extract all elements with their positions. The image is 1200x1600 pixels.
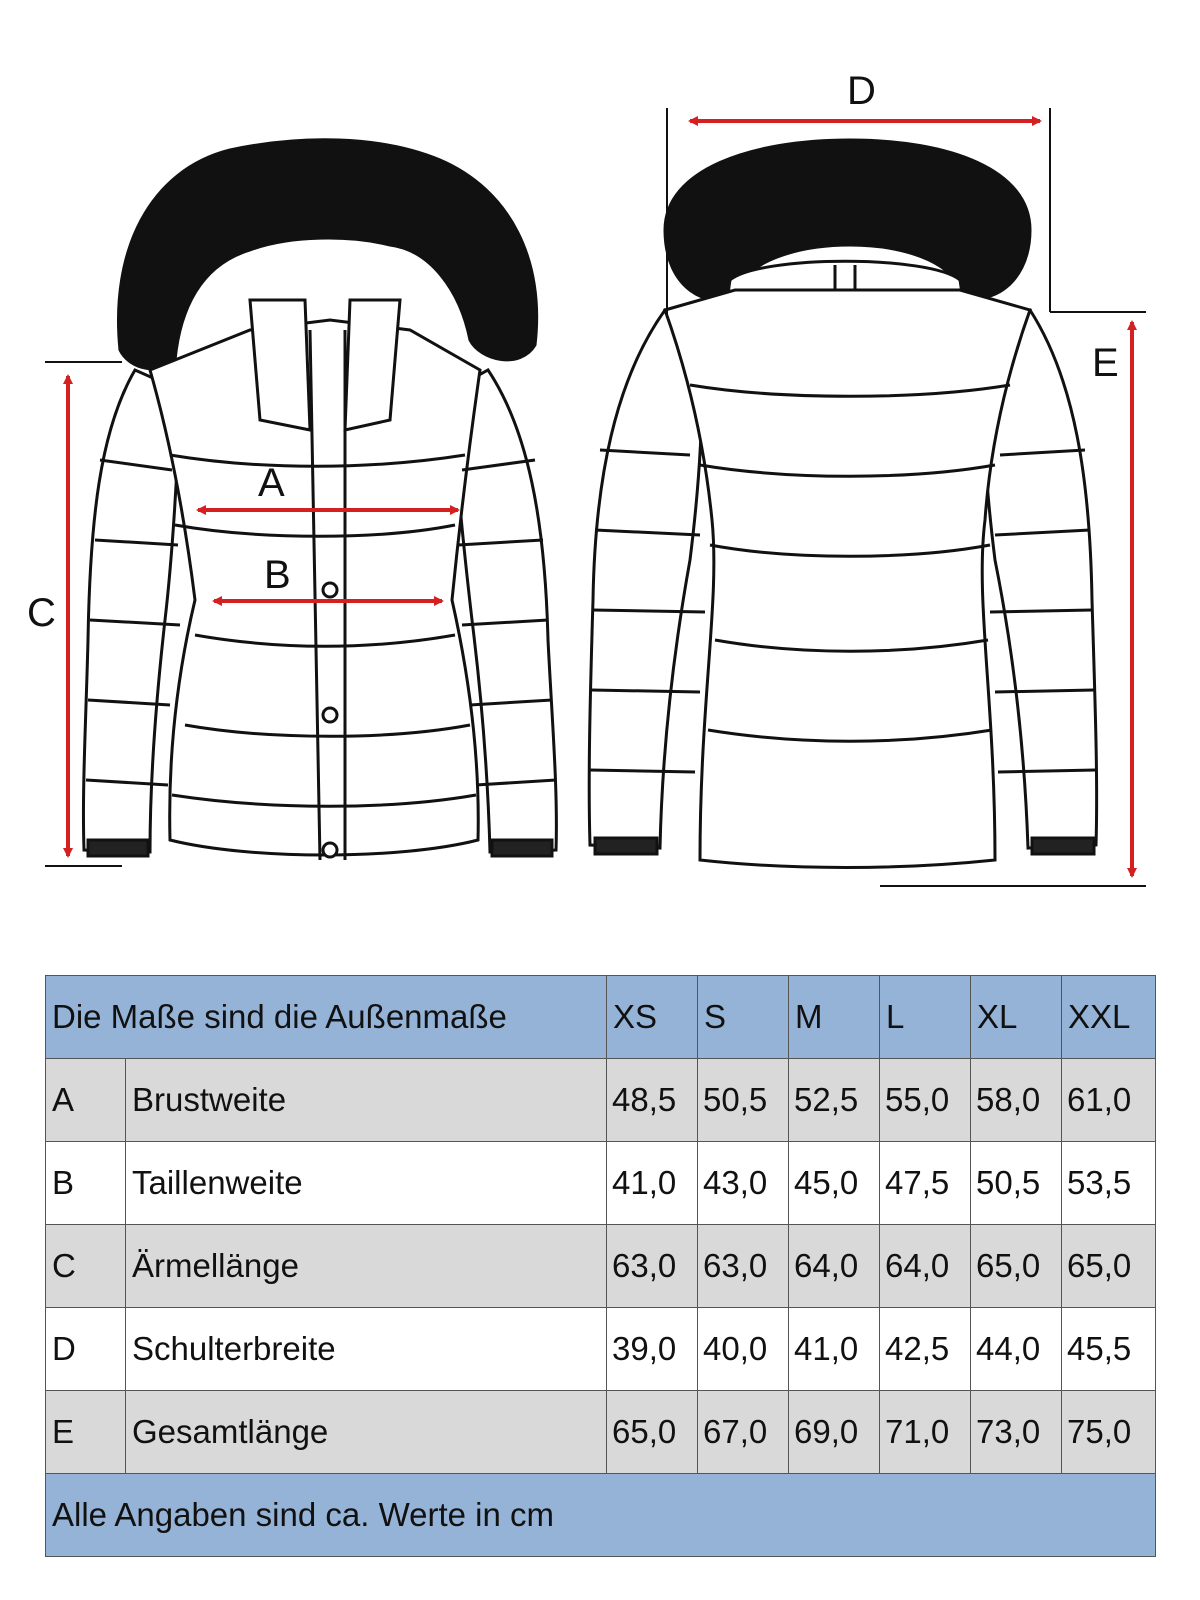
row-value: 61,0 (1062, 1059, 1156, 1142)
row-value: 64,0 (789, 1225, 880, 1308)
table-row (46, 1059, 1156, 1142)
row-value: 39,0 (607, 1308, 698, 1391)
size-header: L (880, 976, 971, 1059)
jacket-back-drawing (589, 140, 1096, 868)
row-value: 40,0 (698, 1308, 789, 1391)
size-table (45, 975, 1156, 1557)
row-value: 65,0 (1062, 1225, 1156, 1308)
row-value: 47,5 (880, 1142, 971, 1225)
row-value: 65,0 (971, 1225, 1062, 1308)
row-value: 58,0 (971, 1059, 1062, 1142)
label-d: D (847, 69, 876, 113)
row-code: B (46, 1142, 126, 1225)
table-row (46, 1308, 1156, 1391)
label-c: C (27, 591, 56, 635)
row-value: 41,0 (789, 1308, 880, 1391)
footer-row (46, 1474, 1156, 1557)
row-value: 44,0 (971, 1308, 1062, 1391)
size-header: M (789, 976, 880, 1059)
table-row (46, 1391, 1156, 1474)
row-value: 45,5 (1062, 1308, 1156, 1391)
row-value: 69,0 (789, 1391, 880, 1474)
row-value: 53,5 (1062, 1142, 1156, 1225)
row-code: D (46, 1308, 126, 1391)
row-value: 52,5 (789, 1059, 880, 1142)
footer-note: Alle Angaben sind ca. Werte in cm (46, 1474, 1156, 1557)
size-header: XL (971, 976, 1062, 1059)
row-value: 64,0 (880, 1225, 971, 1308)
table-row (46, 1142, 1156, 1225)
row-value: 41,0 (607, 1142, 698, 1225)
row-value: 67,0 (698, 1391, 789, 1474)
row-value: 75,0 (1062, 1391, 1156, 1474)
size-header: S (698, 976, 789, 1059)
row-value: 42,5 (880, 1308, 971, 1391)
row-name: Ärmellänge (126, 1225, 607, 1308)
jacket-front-drawing (83, 140, 556, 860)
row-value: 65,0 (607, 1391, 698, 1474)
row-code: C (46, 1225, 126, 1308)
row-value: 63,0 (607, 1225, 698, 1308)
label-e: E (1092, 341, 1119, 385)
row-value: 73,0 (971, 1391, 1062, 1474)
row-value: 50,5 (698, 1059, 789, 1142)
row-code: E (46, 1391, 126, 1474)
row-value: 48,5 (607, 1059, 698, 1142)
row-code: A (46, 1059, 126, 1142)
size-header: XXL (1062, 976, 1156, 1059)
row-name: Taillenweite (126, 1142, 607, 1225)
label-a: A (258, 461, 285, 505)
size-header: XS (607, 976, 698, 1059)
row-value: 63,0 (698, 1225, 789, 1308)
table-row (46, 1225, 1156, 1308)
row-value: 43,0 (698, 1142, 789, 1225)
row-value: 55,0 (880, 1059, 971, 1142)
row-name: Schulterbreite (126, 1308, 607, 1391)
row-value: 50,5 (971, 1142, 1062, 1225)
row-name: Gesamtlänge (126, 1391, 607, 1474)
header-row (46, 976, 1156, 1059)
row-value: 45,0 (789, 1142, 880, 1225)
header-title: Die Maße sind die Außenmaße (46, 976, 607, 1059)
label-b: B (264, 553, 291, 597)
row-name: Brustweite (126, 1059, 607, 1142)
row-value: 71,0 (880, 1391, 971, 1474)
